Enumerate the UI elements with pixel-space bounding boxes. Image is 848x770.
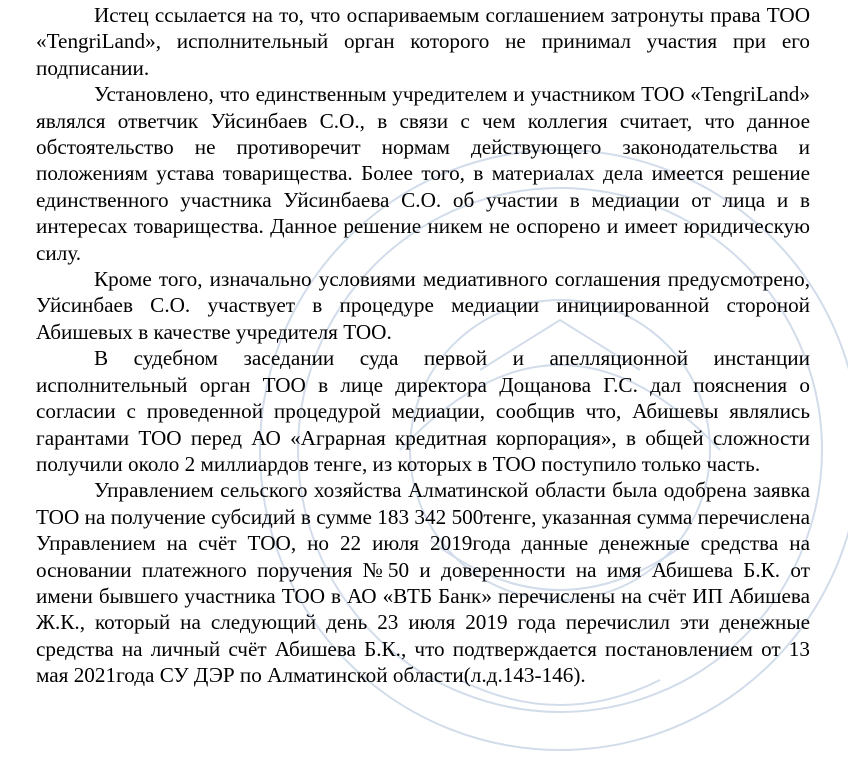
paragraph: Установлено, что единственным учредителем и участником ТОО «TengriLand» являлся ответчик Уйсинбаев С.О., в связи с чем коллегия считает, что данное обстоятельство не противоречит нормам действующего законодательства и положениям устава товарищества. Более того, в материалах дела имеется решение единственного участника Уйсинбаева С.О. об участии в медиации от лица и в интересах товарищества. Данное решение никем не оспорено и имеет юридическую силу.	[36, 82, 810, 265]
paragraph: Управлением сельского хозяйства Алматинской области была одобрена заявка ТОО на получение субсидий в сумме 183 342 500тенге, указанная сумма перечислена Управлением на счёт ТОО, но 22 июля 2019года данные денежные средства на основании платежного поручения №50 и доверенности на имя Абишева Б.К. от имени бывшего участника ТОО в АО «ВТБ Банк» перечислены на счёт ИП Абишева Ж.К., который на следующий день 23 июля 2019 года перечислил эти денежные средства на личный счёт Абишева Б.К., что подтверждается постановлением от 13 мая 2021года СУ ДЭР по Алматинской области(л.д.143-146).	[36, 478, 810, 688]
paragraph: Истец ссылается на то, что оспариваемым соглашением затронуты права ТОО «TengriLand», исполнительный орган которого не принимал участия при его подписании.	[36, 3, 810, 80]
paragraph: В судебном заседании суда первой и апелляционной инстанции исполнительный орган ТОО в лице директора Дощанова Г.С. дал пояснения о согласии с проведенной процедурой медиации, сообщив что, Абишевы являлись гарантами ТОО перед АО «Аграрная кредитная корпорация», в общей сложности получили около 2 миллиардов тенге, из которых в ТОО поступило только часть.	[36, 346, 810, 476]
paragraph: Кроме того, изначально условиями медиативного соглашения предусмотрено, Уйсинбаев С.О. участвует в процедуре медиации инициированной стороной Абишевых в качестве учредителя ТОО.	[36, 267, 810, 344]
document-body	[36, 2, 810, 689]
